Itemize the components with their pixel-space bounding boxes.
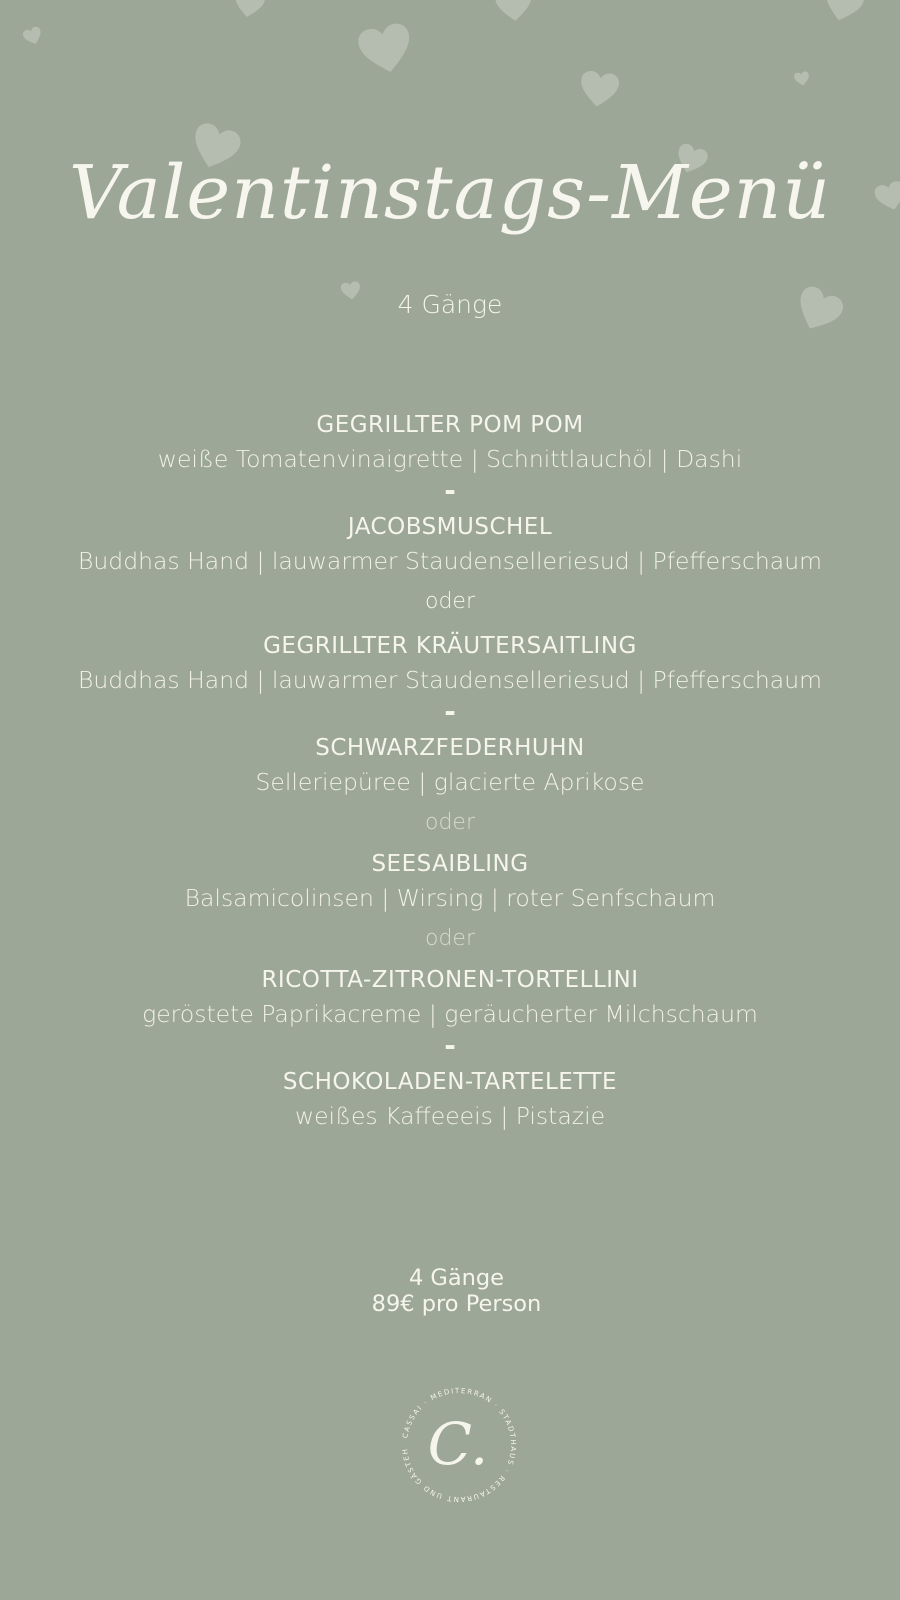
- logo-letter: C.: [427, 1410, 489, 1478]
- course-name: RICOTTA-ZITRONEN-TORTELLINI: [261, 967, 639, 993]
- heart-icon: [22, 25, 45, 47]
- course-name: SCHWARZFEDERHUHN: [315, 735, 585, 761]
- alternative-label: oder: [424, 589, 475, 614]
- course-separator: -: [444, 1029, 456, 1062]
- course-description: Buddhas Hand | lauwarmer Staudenselleriesud | Pfefferschaum: [78, 666, 822, 694]
- restaurant-logo: [392, 1378, 526, 1512]
- alternative-label: oder: [424, 810, 475, 835]
- course-item: [0, 510, 900, 578]
- price-courses: 4 Gänge: [408, 1265, 505, 1291]
- heart-icon: [578, 70, 621, 111]
- course-description: Buddhas Hand | lauwarmer Staudenselleriesud | Pfefferschaum: [78, 547, 822, 575]
- logo-ring-text: CASSAI · MEDITERRAN · STADTHAUS · RESTAURANT UND GÄSTEH: [400, 1386, 518, 1504]
- menu-list: [0, 408, 900, 1133]
- price-block: [0, 1265, 900, 1317]
- course-description: weiße Tomatenvinaigrette | Schnittlauchöl | Dashi: [157, 445, 743, 473]
- course-item: [0, 408, 900, 476]
- page-subtitle: 4 Gänge: [397, 290, 503, 319]
- course-name: GEGRILLTER POM POM: [316, 412, 584, 438]
- course-separator: -: [444, 695, 456, 728]
- course-description: Balsamicolinsen | Wirsing | roter Senfschaum: [184, 884, 716, 912]
- price-amount: 89€ pro Person: [371, 1291, 542, 1317]
- course-name: GEGRILLTER KRÄUTERSAITLING: [263, 633, 637, 659]
- course-item: [0, 731, 900, 799]
- course-item: [0, 1065, 900, 1133]
- course-description: Selleriepüree | glacierte Aprikose: [255, 768, 645, 796]
- page-title: Valentinstags-Menü: [68, 150, 831, 236]
- heart-icon: [230, 0, 268, 21]
- heart-icon: [356, 21, 417, 79]
- course-name: SEESAIBLING: [371, 851, 529, 877]
- course-item: [0, 963, 900, 1031]
- heart-icon: [808, 0, 877, 29]
- heart-icon: [793, 71, 811, 88]
- course-separator: -: [444, 474, 456, 507]
- course-description: weißes Kaffeeeis | Pistazie: [294, 1102, 606, 1130]
- heart-icon: [485, 0, 544, 24]
- course-item: [0, 629, 900, 697]
- course-item: [0, 847, 900, 915]
- course-description: geröstete Paprikacreme | geräucherter Milchschaum: [142, 1000, 758, 1028]
- alternative-label: oder: [424, 926, 475, 951]
- course-name: JACOBSMUSCHEL: [347, 514, 553, 540]
- course-name: SCHOKOLADEN-TARTELETTE: [282, 1069, 618, 1095]
